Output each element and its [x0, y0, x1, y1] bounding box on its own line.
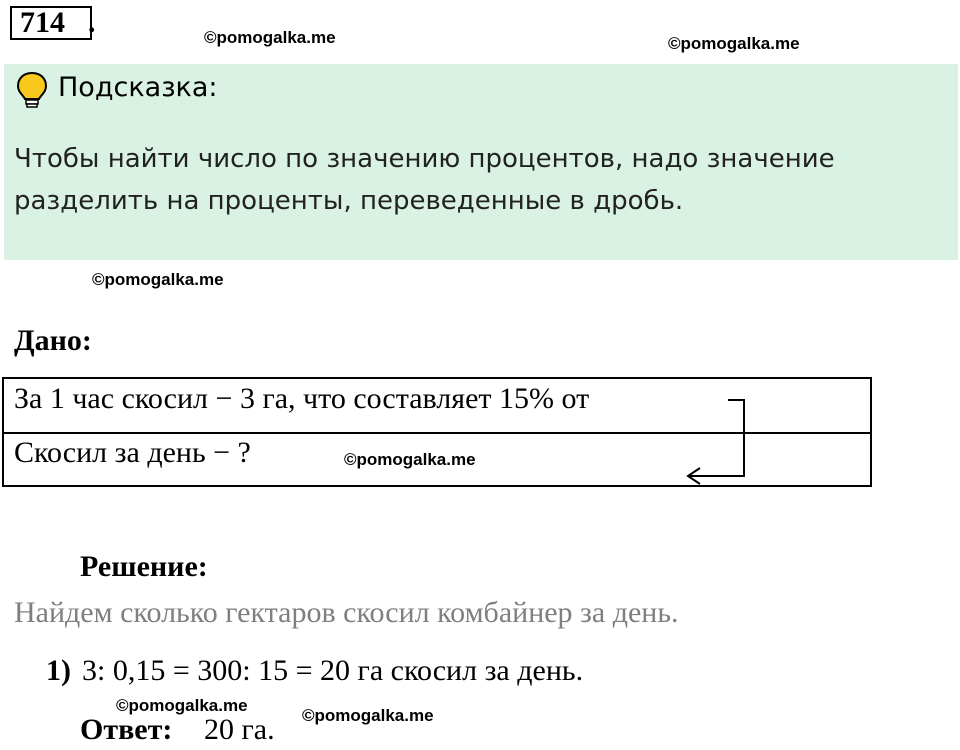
- watermark: ©pomogalka.me: [204, 28, 336, 47]
- step-text: 3: 0,15 = 300: 15 = 20 га скосил за день.: [82, 654, 584, 687]
- arrow-icon: [680, 388, 760, 488]
- lightbulb-icon: [14, 70, 50, 110]
- watermark: ©pomogalka.me: [302, 706, 434, 725]
- answer-value: 20 га.: [204, 713, 275, 746]
- given-row-1: За 1 час скосил − 3 га, что составляет 15% от: [14, 382, 590, 415]
- hint-text: [14, 138, 835, 222]
- hint-line-1: Чтобы найти число по значению процентов, надо значение: [14, 144, 835, 174]
- given-label: Дано:: [14, 324, 92, 357]
- answer-label: Ответ:: [80, 713, 173, 746]
- solution-text: Найдем сколько гектаров скосил комбайнер за день.: [14, 596, 679, 629]
- given-row-2: Скосил за день − ?: [14, 436, 251, 469]
- problem-number: 714: [10, 6, 92, 40]
- watermark: ©pomogalka.me: [344, 450, 476, 469]
- watermark: ©pomogalka.me: [116, 696, 248, 715]
- solution-label: Решение:: [80, 550, 208, 583]
- hint-line-2: разделить на проценты, переведенные в дробь.: [14, 186, 684, 216]
- watermark: ©pomogalka.me: [92, 270, 224, 289]
- problem-number-dot: .: [88, 6, 96, 39]
- watermark: ©pomogalka.me: [668, 34, 800, 53]
- step-number: 1): [46, 654, 71, 687]
- hint-title: Подсказка:: [58, 72, 218, 103]
